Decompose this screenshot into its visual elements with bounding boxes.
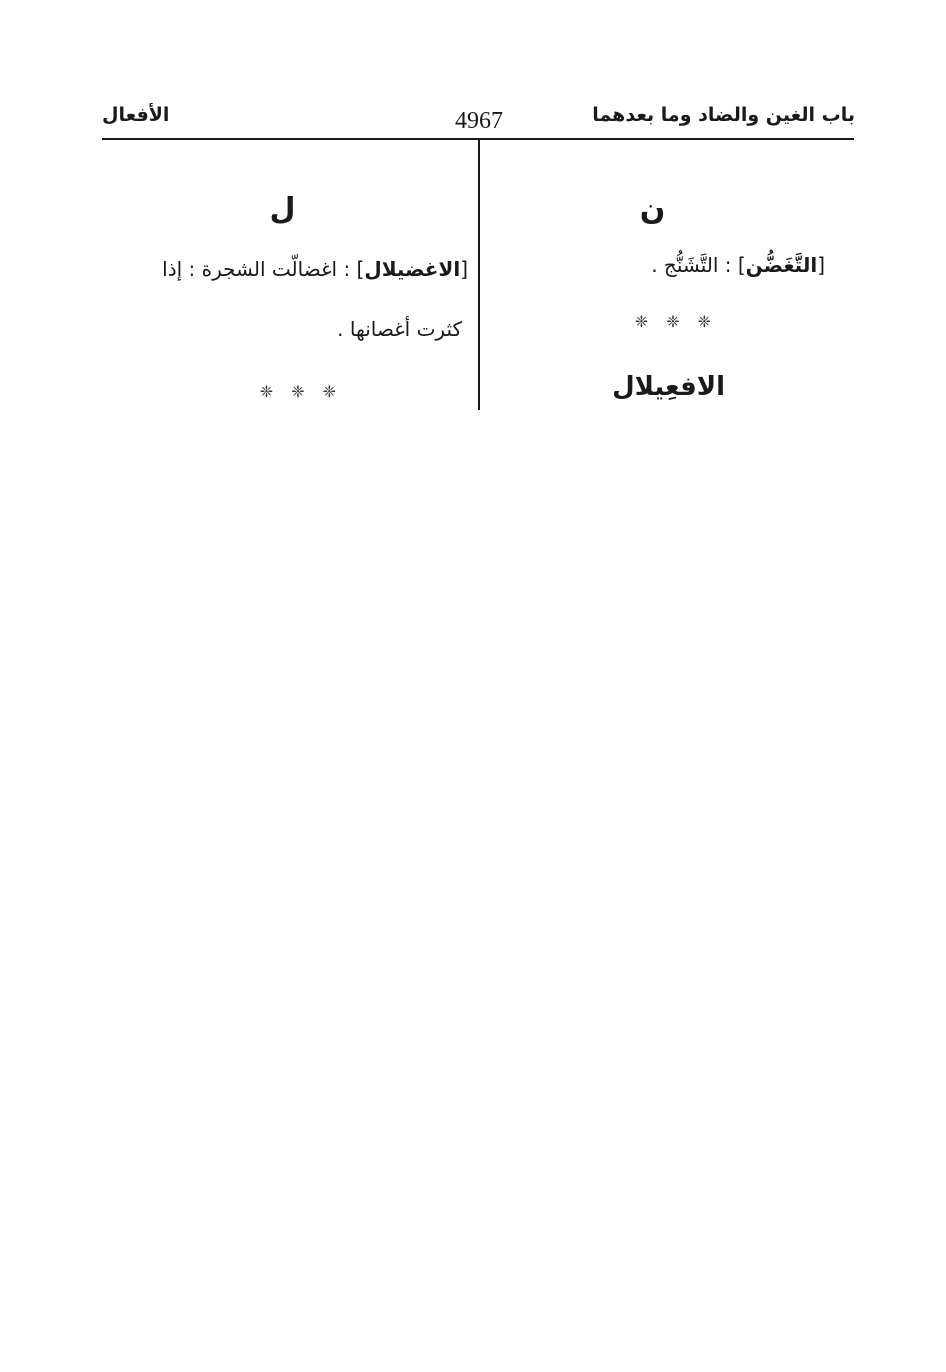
- asterism-icon: ❈: [291, 382, 305, 401]
- entry-headword: الاغضيلال: [364, 257, 461, 281]
- section-separator: [251, 382, 345, 401]
- asterism-icon: ❈: [322, 382, 336, 401]
- column-divider: [478, 140, 480, 410]
- asterism-icon: ❈: [259, 382, 274, 401]
- page-number: 4967: [455, 108, 503, 134]
- section-title-header: الأفعال: [102, 104, 170, 126]
- running-head: [100, 100, 855, 136]
- dictionary-entry-taghaddun: [651, 250, 825, 280]
- asterism-icon: ❈: [697, 312, 711, 331]
- entry-definition: : التَّشَنُّج .: [651, 253, 732, 277]
- asterism-icon: ❈: [634, 312, 649, 331]
- entry-definition: : اغضالّت الشجرة : إذا: [162, 257, 351, 281]
- asterism-icon: ❈: [666, 312, 680, 331]
- entry-headword: التَّغَضُّن: [745, 253, 818, 277]
- entry-continuation: كثرت أغصانها .: [337, 317, 462, 341]
- open-bracket: [: [460, 257, 468, 281]
- close-bracket: ]: [356, 257, 365, 281]
- letter-heading-nun: ن: [639, 192, 666, 227]
- close-bracket: ]: [737, 253, 746, 277]
- section-separator: [626, 312, 720, 331]
- letter-heading-lam: ل: [269, 192, 296, 227]
- dictionary-entry-ighdilal: [162, 254, 468, 284]
- chapter-title: باب الغين والضاد وما بعدهما: [592, 104, 855, 126]
- section-heading-ifiilal: الافعِيلال: [612, 372, 725, 402]
- open-bracket: [: [817, 253, 825, 277]
